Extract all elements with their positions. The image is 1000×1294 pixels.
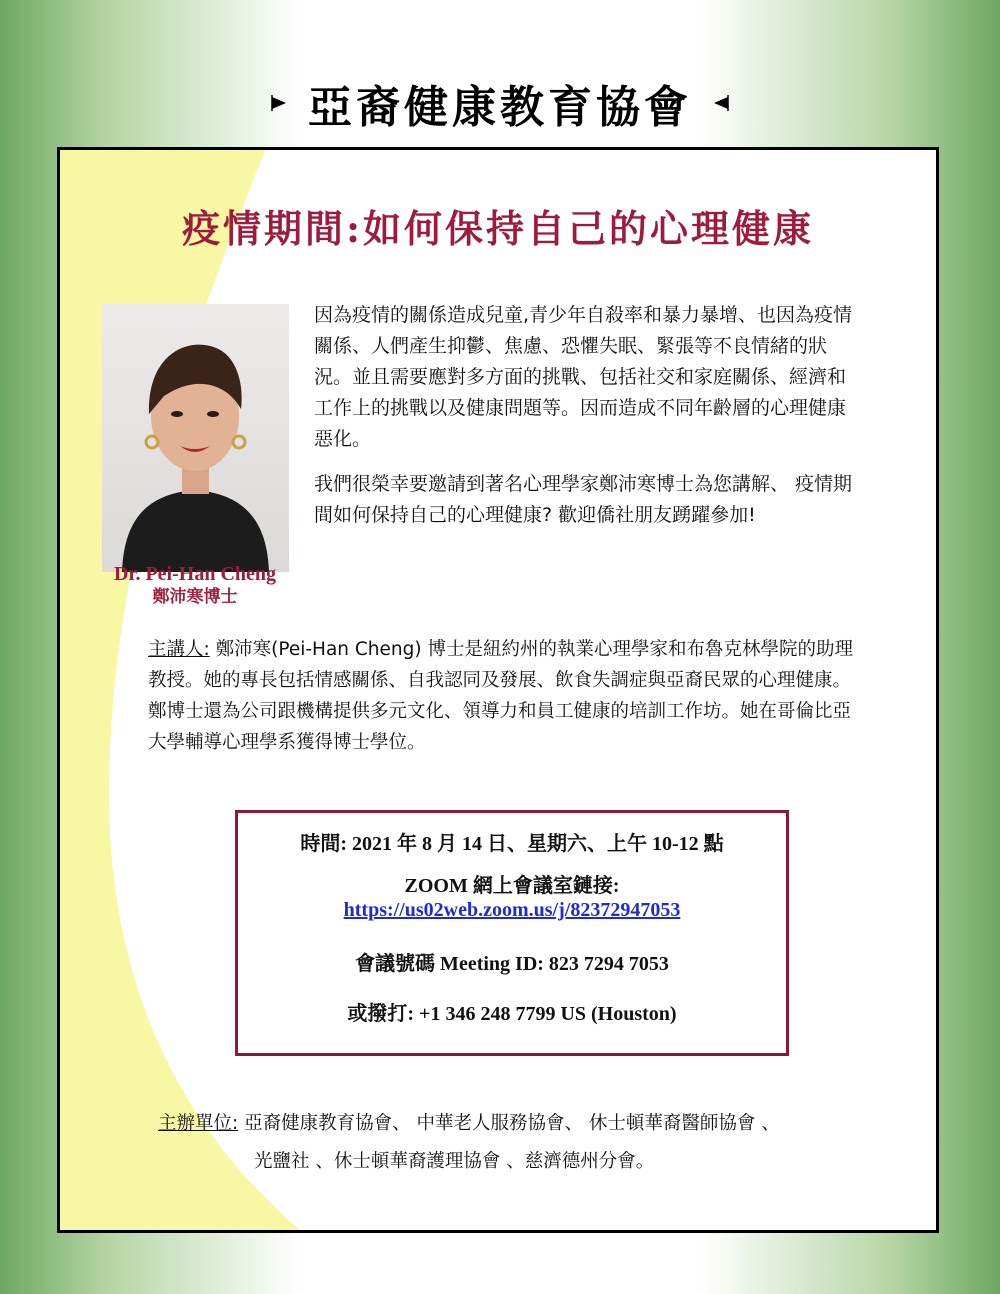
intro-text [314,300,864,545]
organization-title: 亞裔健康教育協會 [308,82,692,133]
event-info-box [235,810,789,1056]
dial-in-number: 或撥打: +1 346 248 7799 US (Houston) [347,1003,677,1025]
zoom-link[interactable]: https://us02web.zoom.us/j/82372947053 [343,899,681,921]
organizers-line-1: 亞裔健康教育協會、 中華老人服務協會、 休士頓華裔醫師協會 、 [238,1113,780,1134]
speaker-bio [148,634,868,758]
organizers-line-2: 光鹽社 、休士頓華裔護理協會 、慈濟德州分會。 [254,1151,655,1172]
flyer-panel [57,147,939,1233]
speaker-bio-text: 鄭沛寒(Pei-Han Cheng) 博士是紐約州的執業心理學家和布魯克林學院的助理教授。她的專長包括情感關係、自我認同及發展、飲食失調症與亞裔民眾的心理健康。鄭博士還為公司跟機構提供多元文化、領導力和員工健康的培訓工作坊。她在哥倫比亞大學輔導心理學系獲得博士學位。 [148,639,853,753]
zoom-link-row [238,899,786,922]
event-time: 時間: 2021 年 8 月 14 日、星期六、上午 10-12 點 [300,833,724,855]
speaker-name-english: Dr. Pei-Han Cheng [113,563,277,585]
intro-paragraph-1: 因為疫情的關係造成兒童,青少年自殺率和暴力暴增、也因為疫情關係、人們產生抑鬱、焦慮、恐懼失眠、緊張等不良情緒的狀況。並且需要應對多方面的挑戰、包括社交和家庭關係、經濟和工作上的挑戰以及健康問題等。因而造成不同年齡層的心理健康惡化。 [314,304,853,450]
organizers [158,1105,898,1181]
speaker-name-chinese: 鄭沛寒博士 [152,587,238,607]
speaker-photo [102,304,289,572]
speaker-label: 主講人: [148,639,210,660]
right-triangle-bullet-icon [712,94,730,112]
left-triangle-bullet-icon [270,94,288,112]
meeting-id: 會議號碼 Meeting ID: 823 7294 7053 [355,953,669,975]
speaker-caption [90,562,300,608]
organizers-label: 主辦單位: [158,1113,239,1134]
header [0,68,1000,138]
intro-paragraph-2: 我們很榮幸要邀請到著名心理學家鄭沛寒博士為您講解、 疫情期間如何保持自己的心理健康? 歡迎僑社朋友踴躍參加! [314,473,853,526]
event-title: 疫情期間:如何保持自己的心理健康 [181,206,815,251]
zoom-label: ZOOM 網上會議室鏈接: [404,875,620,897]
